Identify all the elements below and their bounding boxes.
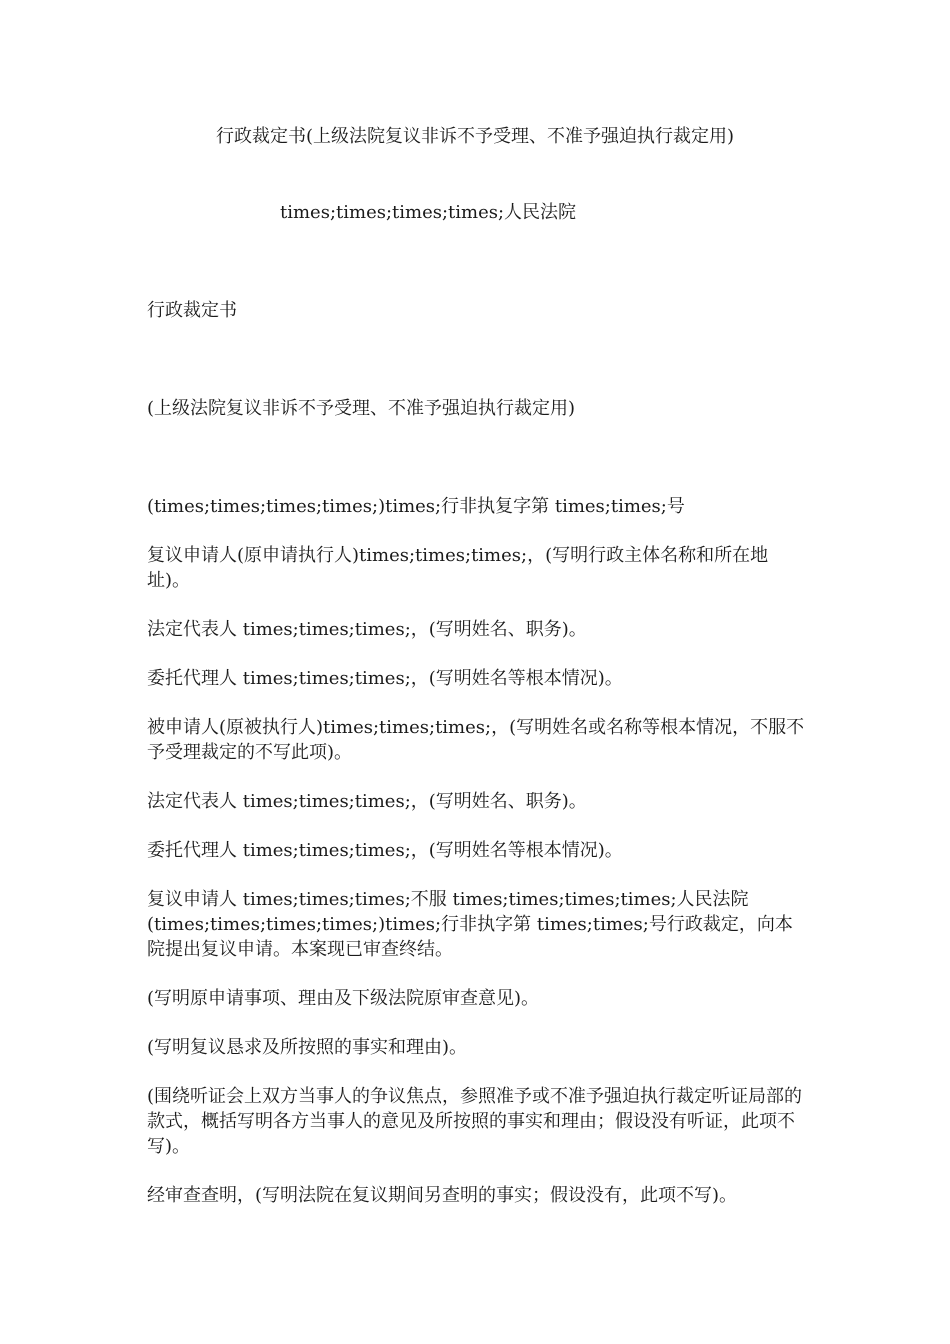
- court-name: times;times;times;times;人民法院: [280, 202, 577, 223]
- paragraph-application: 复议申请人 times;times;times;不服 times;times;times;times;人民法院(times;times;times;times;)times;行非执字第 times;times;号行政裁定，向本院提出复议申请。本案现已审查终结。: [147, 889, 793, 960]
- document-subheading: (上级法院复议非诉不予受理、不准予强迫执行裁定用): [147, 398, 576, 419]
- paragraph-original-matters: (写明原申请事项、理由及下级法院原审查意见)。: [147, 988, 540, 1009]
- paragraph-applicant: 复议申请人(原申请执行人)times;times;times;，(写明行政主体名称和所在地址)。: [147, 545, 769, 591]
- paragraph-review-request: (写明复议恳求及所按照的事实和理由)。: [147, 1037, 468, 1058]
- paragraph-respondent-agent: 委托代理人 times;times;times;，(写明姓名等根本情况)。: [147, 840, 623, 861]
- paragraph-respondent-legal-rep: 法定代表人 times;times;times;，(写明姓名、职务)。: [147, 791, 587, 812]
- case-number: (times;times;times;times;)times;行非执复字第 times;times;号: [147, 496, 685, 517]
- paragraph-respondent: 被申请人(原被执行人)times;times;times;，(写明姓名或名称等根本情况，不服不予受理裁定的不写此项)。: [147, 717, 805, 763]
- document-title: 行政裁定书(上级法院复议非诉不予受理、不准予强迫执行裁定用): [215, 126, 735, 147]
- paragraph-applicant-legal-rep: 法定代表人 times;times;times;，(写明姓名、职务)。: [147, 619, 587, 640]
- document-body: [147, 298, 807, 1208]
- paragraph-findings: 经审查查明，(写明法院在复议期间另查明的事实；假设没有，此项不写)。: [147, 1185, 738, 1206]
- paragraph-hearing: (围绕听证会上双方当事人的争议焦点，参照准予或不准予强迫执行裁定听证局部的款式，概括写明各方当事人的意见及所按照的事实和理由；假设没有听证，此项不写)。: [147, 1086, 803, 1157]
- document-heading: 行政裁定书: [147, 300, 237, 321]
- paragraph-applicant-agent: 委托代理人 times;times;times;，(写明姓名等根本情况)。: [147, 668, 623, 689]
